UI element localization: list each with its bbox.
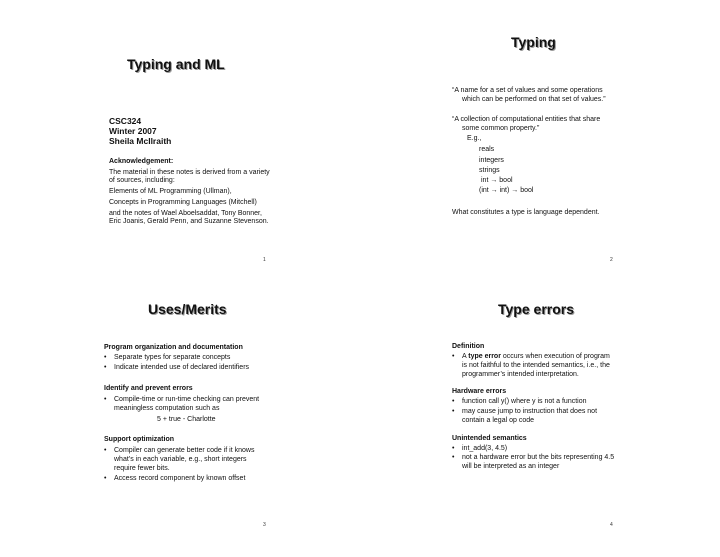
ack-heading: Acknowledgement: [109,158,174,165]
bullet-icon: • [452,454,455,461]
bullet-icon: • [104,354,107,361]
page-number: 4 [610,522,613,528]
section-heading: Identify and prevent errors [104,385,193,392]
code-example: 5 + true - Charlotte [157,416,216,423]
section-heading: Hardware errors [452,388,507,395]
ack-line: of sources, including: [109,177,175,184]
page-number: 2 [610,257,613,263]
quote-line: some common property.” [462,125,540,132]
slide-4 [360,279,720,557]
def-suffix: occurs when execution of program [502,353,610,360]
bullet-icon: • [104,364,107,371]
bullet-text: Compiler can generate better code if it knows [114,447,255,454]
slide-title: Type errors [498,301,574,317]
type-error-term: type error [468,353,501,360]
slide-title: Uses/Merits [148,301,227,317]
bullet-icon: • [452,353,455,360]
course-code: CSC324 [109,116,142,126]
bullet-text: not a hardware error but the bits representing 4.5 [462,454,615,461]
bullet-icon: • [452,408,455,415]
bullet-continuation: is not faithful to the intended semantics, i.e., the [462,362,610,369]
bullet-continuation: what’s in each variable, e.g., short integers [114,456,247,463]
author: Sheila McIlraith [109,136,172,146]
ack-line: Eric Joanis, Gerald Penn, and Suzanne Stevenson. [109,218,269,225]
bullet-icon: • [452,445,455,452]
section-heading: Support optimization [104,436,174,443]
example-item: strings [479,167,500,174]
closing-text: What constitutes a type is language dependent. [452,209,600,216]
bullet-text: may cause jump to instruction that does not [462,408,598,415]
example-label: E.g., [467,135,482,142]
slide-title: Typing and ML [127,56,225,72]
example-item: (int → int) → bool [479,187,534,194]
bullet-text: Separate types for separate concepts [114,354,231,361]
ack-line: Concepts in Programming Languages (Mitchell) [109,199,257,206]
bullet-icon: • [104,396,107,403]
ack-line: Elements of ML Programming (Ullman), [109,188,232,195]
slide-3 [0,279,360,557]
page-number: 1 [263,257,266,263]
quote-line: “A collection of computational entities that share [452,116,601,123]
bullet-text [462,352,610,361]
bullet-text: Compile-time or run-time checking can prevent [114,396,260,403]
slide-1 [0,0,360,278]
quote-line: which can be performed on that set of values.” [462,96,606,103]
slide-2 [360,0,720,278]
bullet-continuation: meaningless computation such as [114,405,220,412]
section-heading: Definition [452,343,485,350]
section-heading: Program organization and documentation [104,344,243,351]
example-item: reals [479,146,495,153]
bullet-icon: • [104,475,107,482]
section-heading: Unintended semantics [452,435,527,442]
bullet-text: int_add(3, 4.5) [462,445,508,452]
bullet-text: function call y() where y is not a function [462,398,587,405]
bullet-text: Access record component by known offset [114,475,246,482]
bullet-continuation: will be interpreted as an integer [462,463,560,470]
slide-title: Typing [511,34,556,50]
example-item: integers [479,157,504,164]
bullet-icon: • [452,398,455,405]
ack-line: and the notes of Wael Aboelsaddat, Tony Bonner, [109,210,262,217]
bullet-continuation: require fewer bits. [114,465,170,472]
bullet-continuation: programmer’s intended interpretation. [462,371,579,378]
bullet-continuation: contain a legal op code [462,417,534,424]
bullet-icon: • [104,447,107,454]
def-prefix: A [462,353,467,360]
example-item: int → bool [481,177,513,184]
bullet-text: Indicate intended use of declared identifiers [114,364,250,371]
quote-line: “A name for a set of values and some operations [452,87,603,94]
page-number: 3 [263,522,266,528]
ack-line: The material in these notes is derived from a variety [109,169,270,176]
term: Winter 2007 [109,126,157,136]
